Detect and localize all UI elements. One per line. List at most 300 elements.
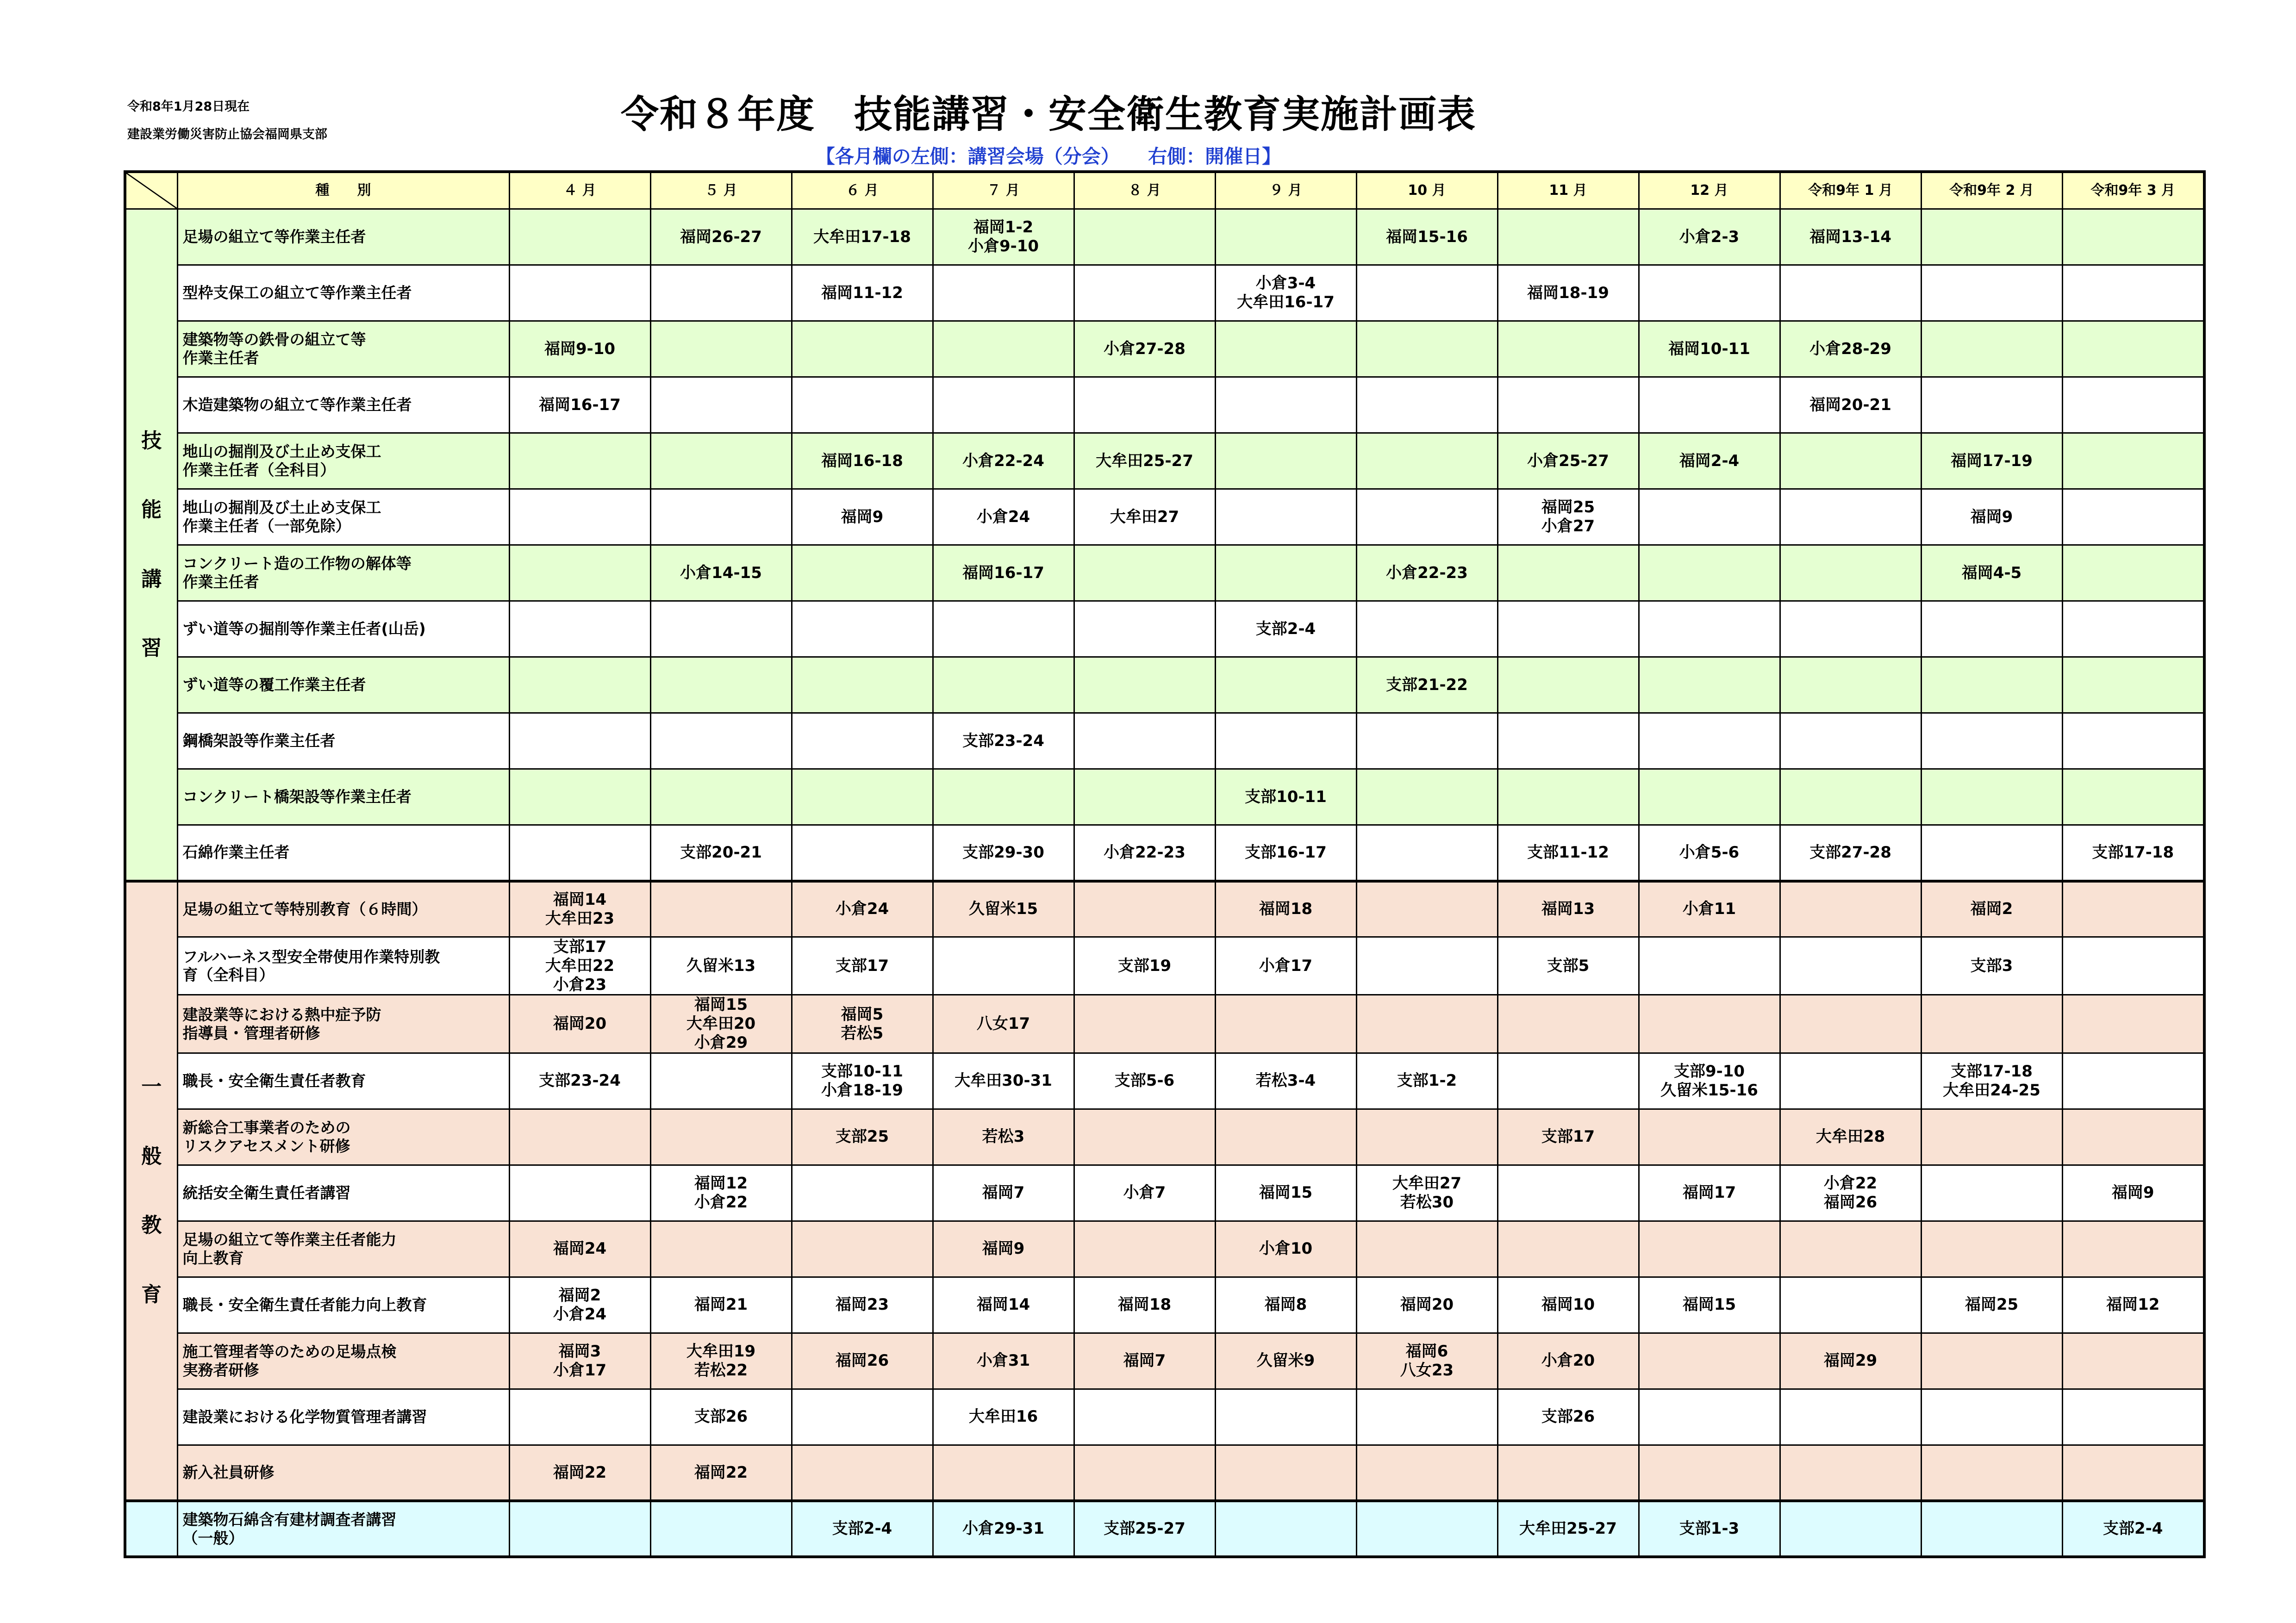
schedule-cell: 支部25: [792, 1109, 933, 1165]
course-name: 新総合工事業者のための リスクアセスメント研修: [177, 1109, 509, 1165]
schedule-cell: [933, 1445, 1074, 1501]
schedule-cell: 福岡23: [792, 1277, 933, 1333]
schedule-cell: [1780, 601, 1921, 657]
schedule-cell: 福岡2-4: [1639, 433, 1780, 489]
schedule-cell: [1639, 1109, 1780, 1165]
schedule-cell: [933, 265, 1074, 321]
schedule-cell: [650, 601, 792, 657]
schedule-cell: 大牟田27: [1074, 489, 1215, 545]
schedule-cell: [2062, 209, 2204, 265]
schedule-cell: 支部2-4: [2062, 1501, 2204, 1557]
schedule-cell: [650, 321, 792, 377]
col-header-month: ５ 月: [650, 172, 792, 209]
course-name: 型枠支保工の組立て等作業主任者: [177, 265, 509, 321]
schedule-cell: [1780, 713, 1921, 769]
schedule-cell: [1074, 377, 1215, 433]
schedule-cell: [1780, 1221, 1921, 1277]
course-name: 木造建築物の組立て等作業主任者: [177, 377, 509, 433]
schedule-cell: [509, 209, 650, 265]
schedule-cell: [2062, 657, 2204, 713]
schedule-cell: [792, 321, 933, 377]
schedule-cell: 福岡10-11: [1639, 321, 1780, 377]
schedule-cell: [792, 1389, 933, 1445]
schedule-cell: 支部19: [1074, 937, 1215, 995]
schedule-cell: [1497, 209, 1639, 265]
schedule-cell: [1780, 1389, 1921, 1445]
schedule-cell: [792, 1445, 933, 1501]
col-header-month: 10 月: [1356, 172, 1497, 209]
schedule-cell: [2062, 321, 2204, 377]
schedule-cell: [1497, 769, 1639, 825]
course-name: 建設業における化学物質管理者講習: [177, 1389, 509, 1445]
schedule-cell: [1639, 601, 1780, 657]
table-row: [125, 995, 2204, 1053]
schedule-cell: [1639, 265, 1780, 321]
schedule-cell: [1074, 657, 1215, 713]
schedule-cell: [933, 657, 1074, 713]
schedule-cell: [933, 377, 1074, 433]
category-skill-training: 技 能 講 習: [125, 209, 177, 881]
schedule-cell: 福岡6 八女23: [1356, 1333, 1497, 1389]
col-header-month: ７ 月: [933, 172, 1074, 209]
schedule-cell: [2062, 601, 2204, 657]
schedule-cell: 福岡17: [1639, 1165, 1780, 1221]
schedule-cell: 福岡18: [1074, 1277, 1215, 1333]
schedule-cell: [2062, 881, 2204, 937]
schedule-cell: [1074, 265, 1215, 321]
schedule-cell: [1921, 1333, 2062, 1389]
schedule-cell: 福岡5 若松5: [792, 995, 933, 1053]
table-row: [125, 1333, 2204, 1389]
schedule-cell: [1639, 1221, 1780, 1277]
schedule-cell: [650, 489, 792, 545]
schedule-cell: [1215, 433, 1356, 489]
schedule-cell: 小倉24: [792, 881, 933, 937]
schedule-cell: 福岡18: [1215, 881, 1356, 937]
col-header-month: 12 月: [1639, 172, 1780, 209]
table-row: [125, 1277, 2204, 1333]
schedule-cell: 支部9-10 久留米15-16: [1639, 1053, 1780, 1109]
schedule-cell: 福岡1-2 小倉9-10: [933, 209, 1074, 265]
schedule-cell: [1497, 713, 1639, 769]
schedule-cell: [1639, 769, 1780, 825]
schedule-cell: [1356, 489, 1497, 545]
schedule-cell: 福岡10: [1497, 1277, 1639, 1333]
table-row: [125, 881, 2204, 937]
schedule-cell: [1921, 1109, 2062, 1165]
course-name: コンクリート橋架設等作業主任者: [177, 769, 509, 825]
schedule-cell: [1074, 601, 1215, 657]
schedule-cell: [1921, 769, 2062, 825]
schedule-cell: 福岡14: [933, 1277, 1074, 1333]
schedule-cell: [1921, 825, 2062, 881]
schedule-cell: [1215, 713, 1356, 769]
schedule-cell: 福岡29: [1780, 1333, 1921, 1389]
schedule-cell: [1356, 825, 1497, 881]
schedule-cell: [1356, 377, 1497, 433]
schedule-cell: [792, 713, 933, 769]
schedule-cell: [2062, 433, 2204, 489]
schedule-cell: 小倉27-28: [1074, 321, 1215, 377]
schedule-cell: [1356, 1501, 1497, 1557]
schedule-cell: [1780, 1445, 1921, 1501]
schedule-cell: [509, 265, 650, 321]
schedule-cell: 小倉25-27: [1497, 433, 1639, 489]
schedule-cell: 小倉28-29: [1780, 321, 1921, 377]
schedule-cell: 大牟田28: [1780, 1109, 1921, 1165]
schedule-cell: [509, 1109, 650, 1165]
schedule-cell: [1921, 995, 2062, 1053]
course-name: 職長・安全衛生責任者教育: [177, 1053, 509, 1109]
schedule-cell: [1356, 937, 1497, 995]
schedule-cell: [2062, 1221, 2204, 1277]
schedule-cell: 福岡16-17: [933, 545, 1074, 601]
schedule-cell: [1356, 321, 1497, 377]
course-name: 統括安全衛生責任者講習: [177, 1165, 509, 1221]
schedule-cell: [792, 769, 933, 825]
schedule-cell: 小倉14-15: [650, 545, 792, 601]
schedule-cell: [2062, 1445, 2204, 1501]
schedule-cell: 支部23-24: [509, 1053, 650, 1109]
col-header-month: 令和9年 3 月: [2062, 172, 2204, 209]
schedule-cell: 支部10-11: [1215, 769, 1356, 825]
schedule-cell: 福岡16-18: [792, 433, 933, 489]
col-header-month: ９ 月: [1215, 172, 1356, 209]
schedule-cell: [792, 1165, 933, 1221]
schedule-cell: 支部17-18: [2062, 825, 2204, 881]
schedule-cell: 小倉29-31: [933, 1501, 1074, 1557]
schedule-cell: 福岡14 大牟田23: [509, 881, 650, 937]
schedule-cell: [1921, 1165, 2062, 1221]
schedule-cell: [650, 265, 792, 321]
schedule-cell: 福岡7: [1074, 1333, 1215, 1389]
table-row: [125, 937, 2204, 995]
schedule-cell: 福岡15: [1215, 1165, 1356, 1221]
schedule-cell: 支部10-11 小倉18-19: [792, 1053, 933, 1109]
schedule-cell: [1497, 1445, 1639, 1501]
schedule-cell: [1639, 937, 1780, 995]
schedule-cell: [509, 545, 650, 601]
schedule-cell: 支部17-18 大牟田24-25: [1921, 1053, 2062, 1109]
schedule-cell: 福岡20: [1356, 1277, 1497, 1333]
schedule-cell: 福岡9: [2062, 1165, 2204, 1221]
schedule-cell: 福岡2 小倉24: [509, 1277, 650, 1333]
schedule-cell: 支部1-2: [1356, 1053, 1497, 1109]
schedule-cell: [1074, 881, 1215, 937]
schedule-cell: 福岡9: [792, 489, 933, 545]
schedule-cell: [1074, 769, 1215, 825]
table-row: [125, 1445, 2204, 1501]
schedule-cell: 久留米13: [650, 937, 792, 995]
schedule-cell: [1639, 1333, 1780, 1389]
schedule-cell: [1780, 1277, 1921, 1333]
course-name: フルハーネス型安全帯使用作業特別教 育（全科目）: [177, 937, 509, 995]
schedule-cell: 福岡8: [1215, 1277, 1356, 1333]
schedule-cell: [1074, 995, 1215, 1053]
schedule-cell: [1639, 713, 1780, 769]
schedule-cell: 福岡9-10: [509, 321, 650, 377]
schedule-cell: 支部20-21: [650, 825, 792, 881]
schedule-cell: [1215, 545, 1356, 601]
schedule-cell: [1215, 489, 1356, 545]
page-title: 令和８年度 技能講習・安全衛生教育実施計画表: [620, 93, 1476, 137]
schedule-cell: [2062, 545, 2204, 601]
col-header-month: 令和9年 2 月: [1921, 172, 2062, 209]
schedule-cell: [1639, 545, 1780, 601]
course-name: 建設業等における熱中症予防 指導員・管理者研修: [177, 995, 509, 1053]
schedule-cell: [2062, 937, 2204, 995]
schedule-cell: [1074, 713, 1215, 769]
schedule-cell: 小倉22-24: [933, 433, 1074, 489]
course-name: 建築物等の鉄骨の組立て等 作業主任者: [177, 321, 509, 377]
schedule-cell: 支部17: [1497, 1109, 1639, 1165]
schedule-cell: 支部29-30: [933, 825, 1074, 881]
schedule-cell: 福岡22: [509, 1445, 650, 1501]
schedule-cell: [1356, 1109, 1497, 1165]
schedule-cell: 大牟田19 若松22: [650, 1333, 792, 1389]
course-name: 地山の掘削及び土止め支保工 作業主任者（全科目）: [177, 433, 509, 489]
schedule-cell: [1921, 601, 2062, 657]
schedule-cell: [792, 601, 933, 657]
schedule-cell: 支部21-22: [1356, 657, 1497, 713]
schedule-cell: [650, 1109, 792, 1165]
course-name: 職長・安全衛生責任者能力向上教育: [177, 1277, 509, 1333]
schedule-cell: [1497, 377, 1639, 433]
schedule-cell: 支部11-12: [1497, 825, 1639, 881]
schedule-cell: [1215, 209, 1356, 265]
schedule-cell: [1356, 881, 1497, 937]
schedule-cell: 八女17: [933, 995, 1074, 1053]
course-name: 新入社員研修: [177, 1445, 509, 1501]
schedule-cell: 福岡4-5: [1921, 545, 2062, 601]
schedule-cell: [1356, 995, 1497, 1053]
schedule-cell: 支部1-3: [1639, 1501, 1780, 1557]
table-row: [125, 601, 2204, 657]
schedule-cell: [509, 433, 650, 489]
schedule-cell: [1497, 1165, 1639, 1221]
schedule-cell: [2062, 713, 2204, 769]
schedule-cell: [792, 825, 933, 881]
schedule-cell: [509, 769, 650, 825]
schedule-cell: 福岡13: [1497, 881, 1639, 937]
schedule-cell: [1921, 265, 2062, 321]
schedule-cell: [1356, 433, 1497, 489]
schedule-cell: [1497, 1221, 1639, 1277]
schedule-cell: [509, 825, 650, 881]
table-row: [125, 825, 2204, 881]
schedule-cell: 小倉3-4 大牟田16-17: [1215, 265, 1356, 321]
col-header-month: ６ 月: [792, 172, 933, 209]
schedule-cell: [1921, 1501, 2062, 1557]
table-row: [125, 1389, 2204, 1445]
schedule-cell: 支部17: [792, 937, 933, 995]
schedule-cell: [1356, 265, 1497, 321]
schedule-cell: [1921, 1389, 2062, 1445]
schedule-cell: 福岡15: [1639, 1277, 1780, 1333]
corner-cell: [125, 172, 177, 209]
schedule-cell: [1921, 657, 2062, 713]
table-row: [125, 1501, 2204, 1557]
schedule-cell: 支部27-28: [1780, 825, 1921, 881]
schedule-cell: 支部5-6: [1074, 1053, 1215, 1109]
table-row: [125, 1165, 2204, 1221]
schedule-cell: 福岡7: [933, 1165, 1074, 1221]
schedule-cell: 支部17 大牟田22 小倉23: [509, 937, 650, 995]
schedule-cell: 久留米15: [933, 881, 1074, 937]
schedule-cell: 小倉24: [933, 489, 1074, 545]
table-row: [125, 489, 2204, 545]
schedule-cell: [1074, 545, 1215, 601]
schedule-cell: [1074, 209, 1215, 265]
schedule-cell: 若松3-4: [1215, 1053, 1356, 1109]
schedule-cell: [1497, 321, 1639, 377]
schedule-cell: 大牟田27 若松30: [1356, 1165, 1497, 1221]
schedule-cell: [1497, 995, 1639, 1053]
schedule-cell: 支部3: [1921, 937, 2062, 995]
schedule-cell: [1215, 995, 1356, 1053]
schedule-cell: [2062, 769, 2204, 825]
table-row: [125, 321, 2204, 377]
schedule-cell: 支部16-17: [1215, 825, 1356, 881]
schedule-cell: 福岡16-17: [509, 377, 650, 433]
course-name: 施工管理者等のための足場点検 実務者研修: [177, 1333, 509, 1389]
course-name: 建築物石綿含有建材調査者講習 （一般）: [177, 1501, 509, 1557]
schedule-cell: [2062, 1053, 2204, 1109]
schedule-cell: 小倉20: [1497, 1333, 1639, 1389]
schedule-cell: 支部25-27: [1074, 1501, 1215, 1557]
schedule-cell: [1639, 995, 1780, 1053]
schedule-cell: [509, 1165, 650, 1221]
schedule-cell: 福岡25: [1921, 1277, 2062, 1333]
schedule-cell: 小倉22-23: [1074, 825, 1215, 881]
schedule-cell: [1780, 489, 1921, 545]
schedule-cell: 福岡12 小倉22: [650, 1165, 792, 1221]
schedule-cell: [2062, 489, 2204, 545]
schedule-cell: 福岡17-19: [1921, 433, 2062, 489]
schedule-cell: [2062, 1109, 2204, 1165]
schedule-cell: 福岡20-21: [1780, 377, 1921, 433]
schedule-cell: 大牟田16: [933, 1389, 1074, 1445]
course-name: ずい道等の掘削等作業主任者(山岳): [177, 601, 509, 657]
table-row: [125, 1221, 2204, 1277]
schedule-cell: 支部2-4: [792, 1501, 933, 1557]
schedule-cell: [1780, 1501, 1921, 1557]
schedule-cell: [1215, 1389, 1356, 1445]
schedule-cell: 小倉2-3: [1639, 209, 1780, 265]
schedule-cell: 福岡26-27: [650, 209, 792, 265]
schedule-cell: [1921, 377, 2062, 433]
as-of-date: 令和8年1月28日現在: [127, 99, 250, 114]
table-row: [125, 1109, 2204, 1165]
schedule-cell: 若松3: [933, 1109, 1074, 1165]
course-name: 地山の掘削及び土止め支保工 作業主任者（一部免除）: [177, 489, 509, 545]
schedule-cell: [1356, 769, 1497, 825]
category-blank: [125, 1501, 177, 1557]
schedule-cell: 福岡15 大牟田20 小倉29: [650, 995, 792, 1053]
schedule-cell: 福岡15-16: [1356, 209, 1497, 265]
organization-name: 建設業労働災害防止協会福岡県支部: [127, 127, 327, 142]
schedule-cell: [1074, 1221, 1215, 1277]
schedule-cell: 大牟田25-27: [1074, 433, 1215, 489]
schedule-cell: [1780, 937, 1921, 995]
col-header-month: 令和9年 1 月: [1780, 172, 1921, 209]
schedule-cell: 福岡26: [792, 1333, 933, 1389]
schedule-cell: [1921, 209, 2062, 265]
schedule-cell: [1780, 1053, 1921, 1109]
schedule-cell: [1639, 657, 1780, 713]
schedule-cell: [2062, 995, 2204, 1053]
schedule-cell: [650, 881, 792, 937]
course-name: 足場の組立て等作業主任者: [177, 209, 509, 265]
schedule-cell: [509, 601, 650, 657]
schedule-cell: 小倉5-6: [1639, 825, 1780, 881]
schedule-cell: [1074, 1389, 1215, 1445]
schedule-cell: 福岡18-19: [1497, 265, 1639, 321]
schedule-cell: 福岡9: [933, 1221, 1074, 1277]
table-row: [125, 209, 2204, 265]
schedule-cell: [1780, 545, 1921, 601]
schedule-cell: [1780, 769, 1921, 825]
course-name: 鋼橋架設等作業主任者: [177, 713, 509, 769]
schedule-cell: [2062, 265, 2204, 321]
schedule-cell: 支部5: [1497, 937, 1639, 995]
schedule-cell: 小倉17: [1215, 937, 1356, 995]
schedule-cell: [1639, 1389, 1780, 1445]
schedule-cell: [650, 657, 792, 713]
col-header-type: 種 別: [177, 172, 509, 209]
schedule-cell: 小倉10: [1215, 1221, 1356, 1277]
schedule-cell: 支部2-4: [1215, 601, 1356, 657]
schedule-cell: [1215, 1109, 1356, 1165]
col-header-month: ４ 月: [509, 172, 650, 209]
schedule-cell: [650, 769, 792, 825]
schedule-cell: 大牟田25-27: [1497, 1501, 1639, 1557]
schedule-cell: [650, 713, 792, 769]
col-header-month: ８ 月: [1074, 172, 1215, 209]
schedule-cell: [1215, 1445, 1356, 1501]
schedule-cell: [933, 769, 1074, 825]
schedule-cell: [1639, 1445, 1780, 1501]
schedule-cell: [1921, 713, 2062, 769]
schedule-cell: 大牟田17-18: [792, 209, 933, 265]
schedule-cell: [1497, 657, 1639, 713]
schedule-cell: 小倉22 福岡26: [1780, 1165, 1921, 1221]
schedule-cell: [1921, 1221, 2062, 1277]
schedule-cell: [792, 377, 933, 433]
schedule-cell: [650, 1501, 792, 1557]
schedule-cell: 福岡21: [650, 1277, 792, 1333]
header-row: [125, 172, 2204, 209]
schedule-cell: [1921, 321, 2062, 377]
schedule-cell: 久留米9: [1215, 1333, 1356, 1389]
schedule-cell: [1215, 1501, 1356, 1557]
schedule-cell: [792, 657, 933, 713]
schedule-cell: [1497, 601, 1639, 657]
schedule-cell: [1215, 657, 1356, 713]
category-general-education: 一 般 教 育: [125, 881, 177, 1501]
schedule-cell: 支部26: [650, 1389, 792, 1445]
schedule-cell: [792, 1221, 933, 1277]
schedule-cell: [509, 657, 650, 713]
schedule-cell: [1074, 1445, 1215, 1501]
table-row: [125, 1053, 2204, 1109]
schedule-cell: [1639, 377, 1780, 433]
schedule-table: [124, 170, 2206, 1558]
schedule-cell: [1921, 1445, 2062, 1501]
schedule-cell: [650, 377, 792, 433]
schedule-cell: [1780, 995, 1921, 1053]
schedule-cell: 福岡12: [2062, 1277, 2204, 1333]
